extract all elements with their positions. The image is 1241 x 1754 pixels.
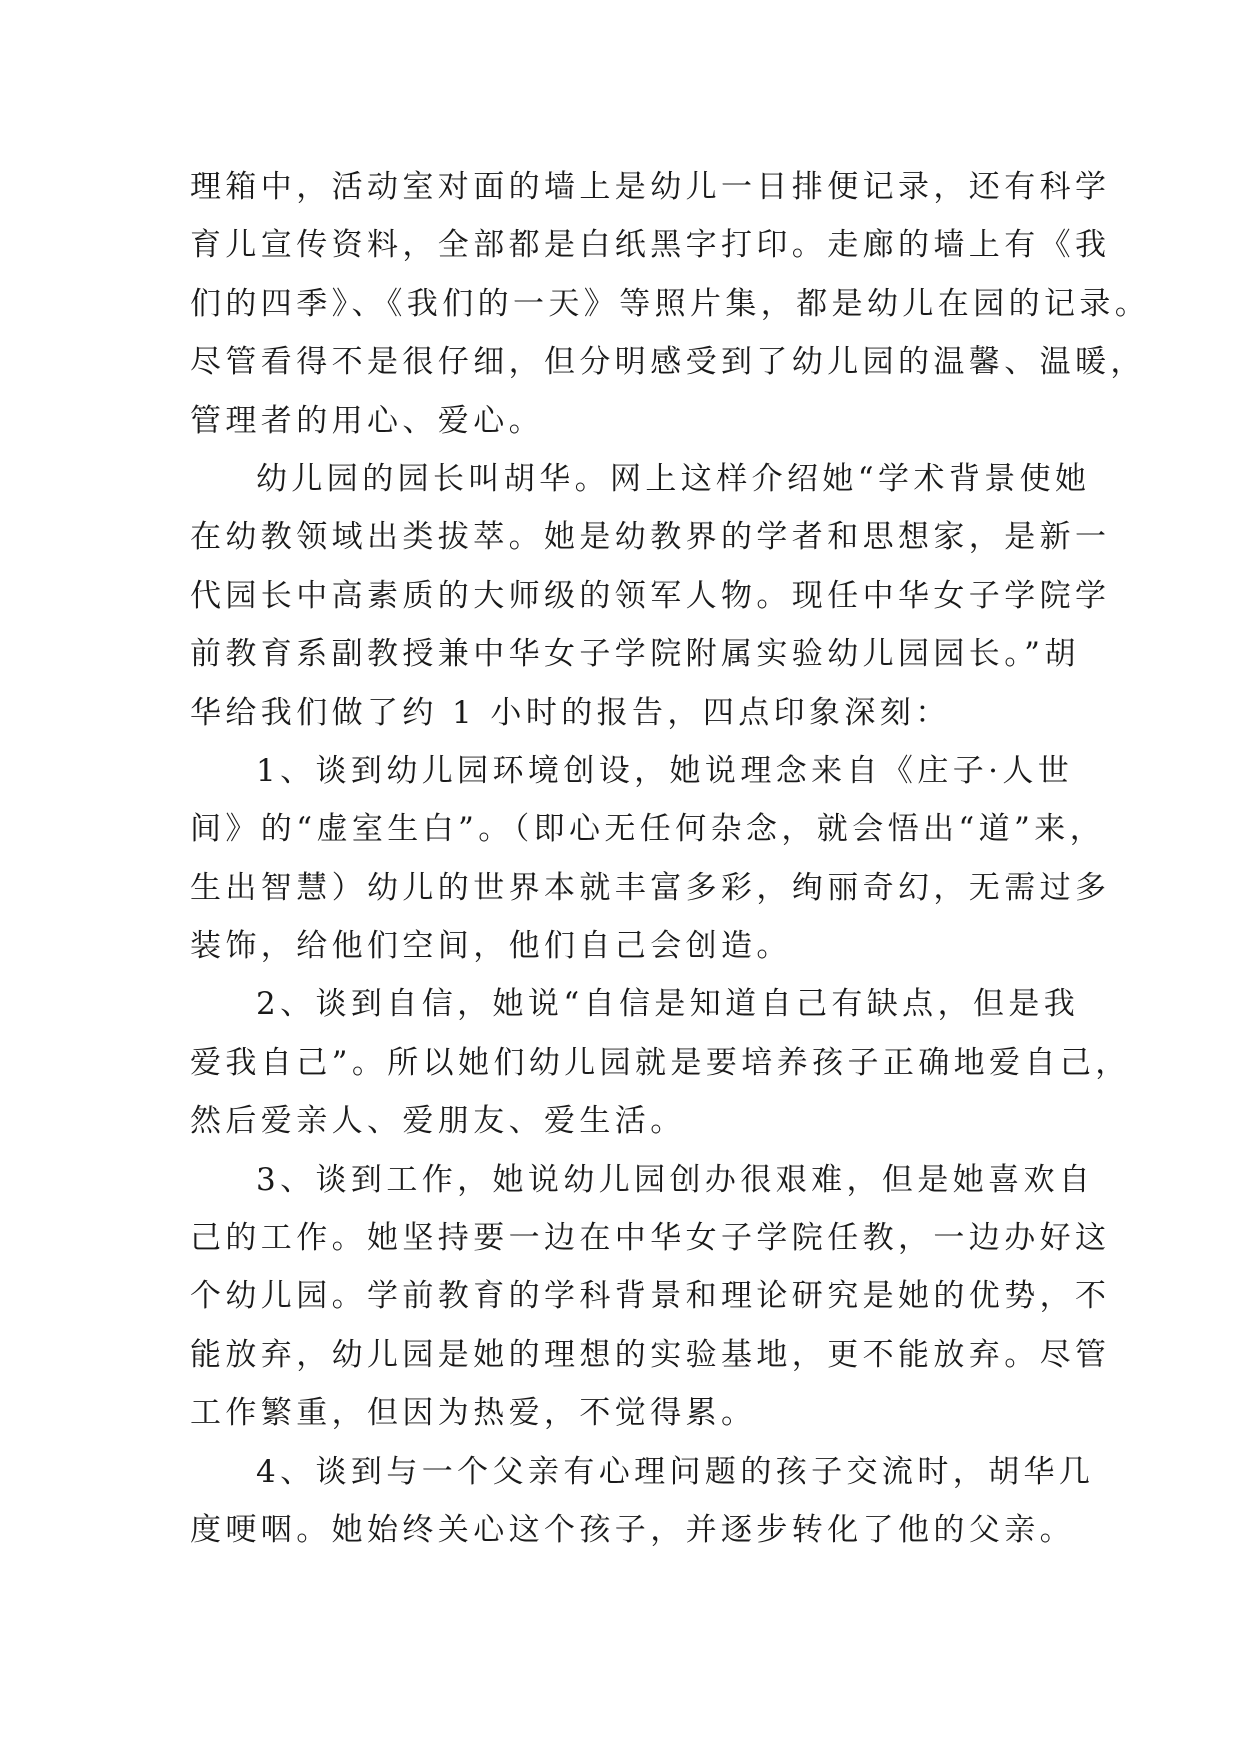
text-line: 尽管看得不是很仔细，但分明感受到了幼儿园的温馨、温暖，	[190, 344, 1146, 381]
text-line: 然后爱亲人、爱朋友、爱生活。	[190, 1103, 686, 1140]
text-line: 在幼教领域出类拔萃。她是幼教界的学者和思想家，是新一	[190, 519, 1111, 556]
text-line: 前教育系副教授兼中华女子学院附属实验幼儿园园长。”胡	[190, 636, 1080, 673]
text-line: 生出智慧）幼儿的世界本就丰富多彩，绚丽奇幻，无需过多	[190, 869, 1111, 906]
text-line: 4、谈到与一个父亲有心理问题的孩子交流时，胡华几	[256, 1453, 1095, 1490]
text-line: 己的工作。她坚持要一边在中华女子学院任教，一边办好这	[190, 1220, 1111, 1257]
text-line: 能放弃，幼儿园是她的理想的实验基地，更不能放弃。尽管	[190, 1336, 1111, 1373]
text-line: 1、谈到幼儿园环境创设，她说理念来自《庄子·人世	[256, 752, 1074, 789]
text-line: 个幼儿园。学前教育的学科背景和理论研究是她的优势，不	[190, 1278, 1111, 1315]
text-line: 2、谈到自信，她说“自信是知道自己有缺点，但是我	[256, 986, 1080, 1023]
text-line: 爱我自己”。所以她们幼儿园就是要培养孩子正确地爱自己，	[190, 1044, 1131, 1081]
text-line: 代园长中高素质的大师级的领军人物。现任中华女子学院学	[190, 577, 1111, 614]
text-line: 幼儿园的园长叫胡华。网上这样介绍她“学术背景使她	[256, 460, 1091, 497]
text-line: 管理者的用心、爱心。	[190, 402, 544, 439]
text-line: 华给我们做了约 1 小时的报告，四点印象深刻：	[190, 694, 951, 731]
body-text	[190, 158, 1151, 1559]
text-line: 度哽咽。她始终关心这个孩子，并逐步转化了他的父亲。	[190, 1511, 1075, 1548]
text-line: 育儿宣传资料，全部都是白纸黑字打印。走廊的墙上有《我	[190, 227, 1111, 264]
text-line: 工作繁重，但因为热爱，不觉得累。	[190, 1395, 757, 1432]
text-line: 理箱中，活动室对面的墙上是幼儿一日排便记录，还有科学	[190, 169, 1111, 205]
text-line: 装饰，给他们空间，他们自己会创造。	[190, 928, 792, 965]
text-line: 间》的“虚室生白”。（即心无任何杂念，就会悟出“道”来，	[190, 811, 1106, 848]
text-line: 们的四季》、《我们的一天》等照片集，都是幼儿在园的记录。	[190, 285, 1151, 322]
text-line: 3、谈到工作，她说幼儿园创办很艰难，但是她喜欢自	[256, 1161, 1095, 1198]
